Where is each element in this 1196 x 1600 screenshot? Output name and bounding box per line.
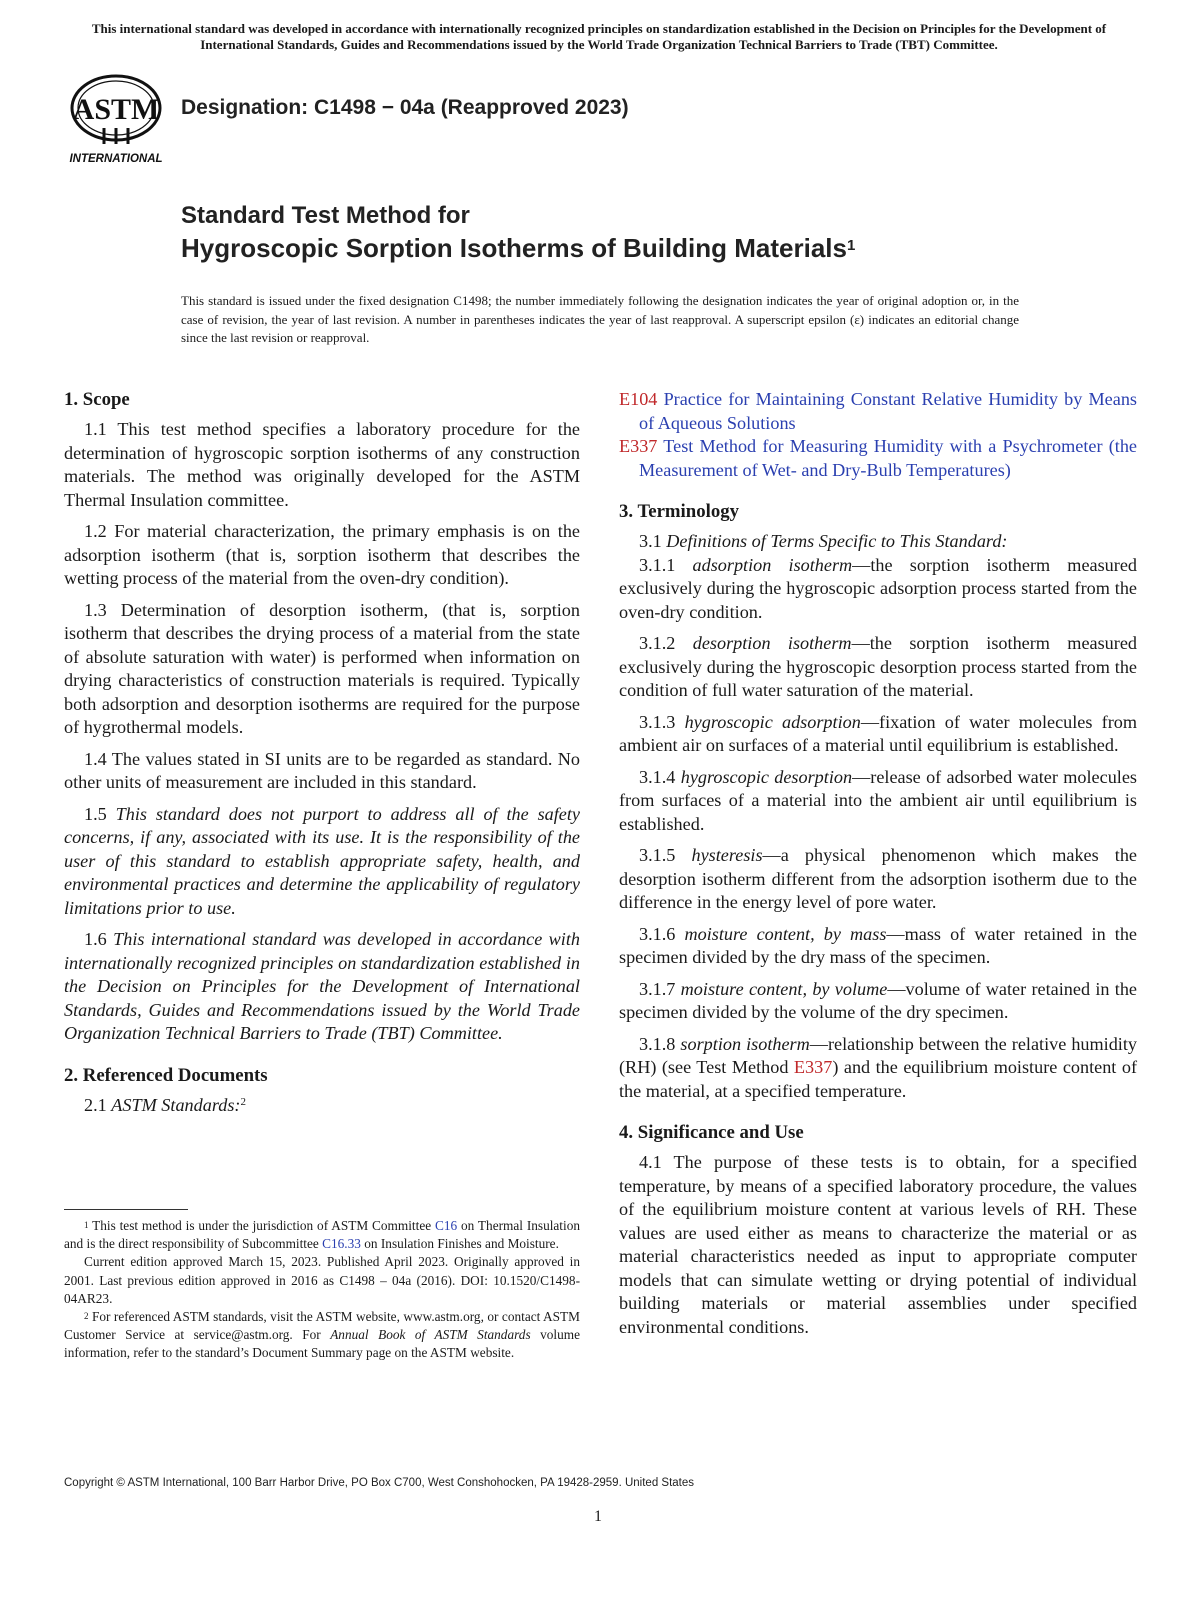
footnote-text: on Thermal Insulation and is the direct responsibility of Subcommittee — [64, 1218, 580, 1252]
footnote-2 — [64, 1308, 580, 1363]
footnotes — [64, 1217, 580, 1363]
para-1-6-text: This international standard was developed in accordance with internationally recognized principles on standardization established in the Decision on Principles for the Development of International Standards, Guides and Recommendations issued by the World Trade Organization Technical Barriers to Trade (TBT) Committee. — [64, 929, 581, 1043]
term-num: 3.1.4 — [639, 766, 676, 787]
term-3-1-5 — [619, 844, 1137, 915]
designation: Designation: C1498 − 04a (Reapproved 2023) — [181, 96, 629, 119]
term-name: hygroscopic desorption — [680, 766, 853, 787]
term-definition-part: —relationship between the relative humidity (RH) (see Test Method — [619, 1033, 1138, 1077]
right-column — [619, 388, 1137, 1347]
term-name: moisture content, by mass — [684, 923, 887, 944]
term-definition: —release of adsorbed water molecules from surfaces of a material into the ambient air until equilibrium is established. — [619, 766, 1137, 834]
para-2-1-num: 2.1 — [84, 1094, 107, 1115]
para-1-3: 1.3 Determination of desorption isotherm, (that is, sorption isotherm that describes the drying process of a material from the state of absolute saturation with water) is performed when information on drying characteristics of construction materials is required. Typically both adsorption and desorption isotherms are required for the purpose of hygrothermal models. — [64, 599, 580, 737]
para-1-5-num: 1.5 — [84, 803, 107, 824]
term-3-1-3 — [619, 711, 1137, 758]
term-num: 3.1.3 — [639, 711, 676, 732]
term-num: 3.1.1 — [639, 554, 676, 575]
section-heading-referenced: 2. Referenced Documents — [64, 1064, 268, 1086]
para-1-6 — [64, 928, 580, 1046]
copyright-notice: Copyright © ASTM International, 100 Barr Harbor Drive, PO Box C700, West Conshohocken, PA 19428-2959. United States — [64, 1477, 695, 1489]
footnote-text: For referenced ASTM standards, visit the ASTM website, www.astm.org, or contact ASTM Customer Service at service@astm.org. For — [64, 1309, 580, 1343]
term-name: adsorption isotherm — [692, 554, 853, 575]
term-num: 3.1.8 — [639, 1033, 676, 1054]
para-1-1: 1.1 This test method specifies a laboratory procedure for the determination of hygroscopic sorption isotherms of any construction materials. The method was originally developed for the ASTM Thermal Insulation committee. — [64, 419, 580, 510]
title-line-2 — [181, 231, 855, 265]
term-num: 3.1.2 — [639, 633, 676, 653]
para-4-1: 4.1 The purpose of these tests is to obtain, for a specified temperature, by means of a specified laboratory procedure, the values of the equilibrium moisture content at various levels of RH. These values are used either as means to characterize the material or as material characteristics needed as input to appropriate computer models that can simulate wetting or drying potential of individual building materials or material assemblies under specified environmental conditions. — [619, 1152, 1137, 1337]
reference-code[interactable]: E337 — [619, 436, 658, 456]
para-2-1 — [64, 1094, 580, 1118]
term-3-1-6 — [619, 923, 1137, 970]
term-3-1-7 — [619, 978, 1137, 1025]
footnote-2-mark: 2 — [84, 1311, 89, 1322]
term-definition: —the sorption isotherm measured exclusively during the hygroscopic adsorption process started from the oven-dry condition. — [619, 554, 1137, 622]
left-column — [64, 388, 580, 1125]
reference-link-e337[interactable]: E337 — [793, 1057, 833, 1077]
term-name: hygroscopic adsorption — [684, 711, 861, 732]
section-heading-terminology: 3. Terminology — [619, 501, 740, 522]
para-1-6-num: 1.6 — [84, 929, 107, 949]
committee-link-c16[interactable]: C16 — [434, 1218, 458, 1233]
document-title — [181, 200, 855, 265]
page-number: 1 — [594, 1508, 602, 1525]
para-1-4: 1.4 The values stated in SI units are to be regarded as standard. No other units of measurement are included in this standard. — [64, 748, 580, 792]
title-main: Hygroscopic Sorption Isotherms of Building Materials — [181, 233, 847, 263]
para-3-1-num: 3.1 — [639, 531, 662, 551]
reference-code[interactable]: E104 — [619, 389, 658, 409]
para-1-5 — [64, 803, 580, 921]
para-2-1-text: ASTM Standards: — [111, 1094, 241, 1115]
issue-note: This standard is issued under the fixed designation C1498; the number immediately following the designation indicates the year of original adoption or, in the case of revision, the year of last revision. A number in parentheses indicates the year of last reapproval. A superscript epsilon (ε) indicates an editorial change since the last revision or reapproval. — [181, 293, 1019, 345]
para-1-5-text: This standard does not purport to address all of the safety concerns, if any, associated with its use. It is the responsibility of the user of this standard to establish appropriate safety, health, and environmental practices and determine the applicability of regulatory limitations prior to use. — [64, 803, 580, 918]
footnote-text: on Insulation Finishes and Moisture. — [360, 1236, 559, 1252]
para-3-1 — [619, 530, 1137, 554]
top-notice: This international standard was developed in accordance with internationally recognized principles on standardization established in the Decision on Principles for the Development of International Standards, Guides and Recommendations issued by the World Trade Organization Technical Barriers to Trade (TBT) Committee. — [91, 21, 1107, 52]
term-definition: —a physical phenomenon which makes the desorption isotherm different from the adsorption isotherm due to the difference in the energy level of pore water. — [619, 845, 1138, 912]
term-name: sorption isotherm — [680, 1033, 810, 1054]
section-heading-scope: 1. Scope — [64, 389, 130, 410]
term-definition-part: ) and the equilibrium moisture content of the material, at a specified temperature. — [619, 1057, 1138, 1101]
term-3-1-4 — [619, 766, 1137, 837]
para-2-1-footnote-mark: 2 — [240, 1095, 246, 1108]
footnote-text: volume information, refer to the standard’s Document Summary page on the ASTM website. — [64, 1327, 580, 1361]
reference-e337[interactable] — [619, 435, 1137, 482]
term-3-1-8 — [619, 1033, 1137, 1104]
logo-text: ASTM — [72, 93, 160, 126]
term-definition: —mass of water retained in the specimen divided by the dry mass of the specimen. — [619, 923, 1137, 967]
term-num: 3.1.5 — [639, 845, 676, 865]
term-definition: —the sorption isotherm measured exclusively during the hygroscopic desorption process started from the condition of full water saturation of the material. — [619, 633, 1137, 700]
section-heading-significance: 4. Significance and Use — [619, 1122, 804, 1143]
term-definition: —volume of water retained in the specimen divided by the volume of the dry specimen. — [619, 978, 1138, 1022]
footnote-1 — [64, 1217, 580, 1253]
logo-subtext: INTERNATIONAL — [69, 153, 163, 165]
term-3-1-2 — [619, 632, 1137, 703]
para-3-1-text: Definitions of Terms Specific to This Standard: — [666, 531, 1008, 551]
reference-e104[interactable] — [619, 388, 1137, 435]
term-num: 3.1.6 — [639, 923, 676, 944]
title-footnote-mark: 1 — [846, 237, 856, 254]
astm-logo — [62, 70, 170, 168]
subcommittee-link-c16-33[interactable]: C16.33 — [322, 1236, 361, 1252]
term-name: hysteresis — [691, 845, 763, 865]
reference-title[interactable]: Practice for Maintaining Constant Relative Humidity by Means of Aqueous Solutions — [639, 389, 1137, 433]
title-line-1: Standard Test Method for — [181, 202, 470, 229]
term-num: 3.1.7 — [639, 978, 676, 999]
footnote-text: This test method is under the jurisdiction of ASTM Committee — [88, 1218, 435, 1233]
term-name: moisture content, by volume — [680, 978, 888, 999]
footnote-italic: Annual Book of ASTM Standards — [330, 1327, 531, 1343]
term-name: desorption isotherm — [692, 633, 852, 653]
footnote-1-edition: Current edition approved March 15, 2023. Published April 2023. Originally approved in 2001. Last previous edition approved in 2016 as C1498 – 04a (2016). DOI: 10.1520/C1498-04AR23. — [64, 1254, 580, 1306]
footnote-1-mark: 1 — [84, 1220, 89, 1230]
footnote-divider — [64, 1209, 188, 1210]
term-definition: —fixation of water molecules from ambient air on surfaces of a material until equilibrium is established. — [619, 711, 1138, 755]
para-1-2: 1.2 For material characterization, the primary emphasis is on the adsorption isotherm (that is, sorption isotherm that describes the wetting process of the material from the oven-dry condition). — [64, 521, 580, 588]
term-3-1-1 — [619, 554, 1137, 625]
reference-title[interactable]: Test Method for Measuring Humidity with a Psychrometer (the Measurement of Wet- and Dry-Bulb Temperatures) — [639, 436, 1137, 480]
